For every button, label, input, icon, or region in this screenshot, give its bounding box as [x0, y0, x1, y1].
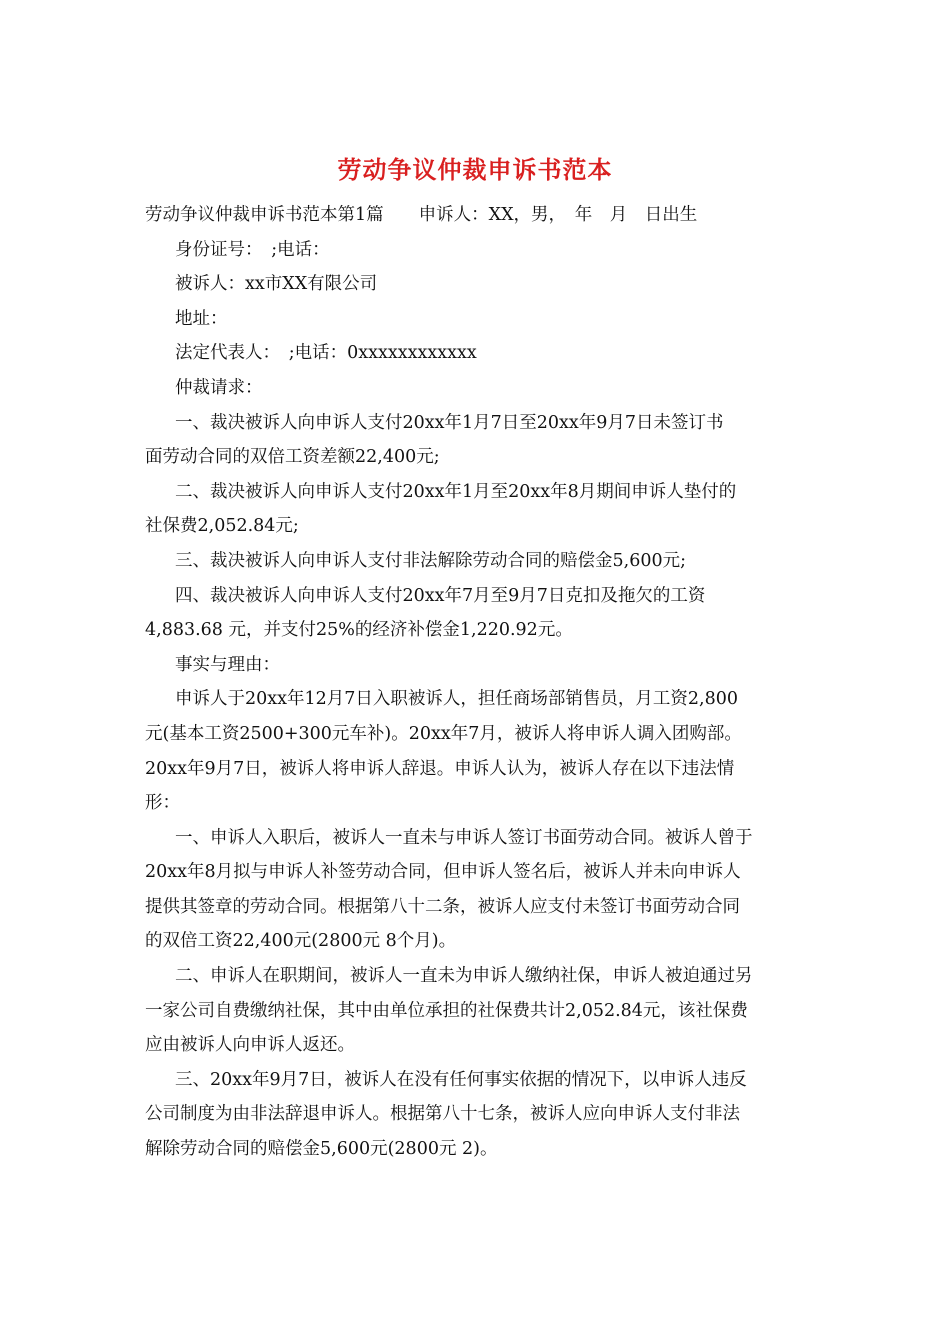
claim-4-line-1: 四、裁决被诉人向申诉人支付20xx年7月至9月7日克扣及拖欠的工资 — [175, 585, 706, 606]
claim-2-line-1: 二、裁决被诉人向申诉人支付20xx年1月至20xx年8月期间申诉人垫付的 — [175, 481, 737, 502]
reason-3-line-3: 解除劳动合同的赔偿金5,600元(2800元 2)。 — [145, 1139, 498, 1160]
document-title: 劳动争议仲裁申诉书范本 — [337, 155, 613, 184]
reason-2-line-3: 应由被诉人向申诉人返还。 — [145, 1035, 355, 1056]
claim-1-line-1: 一、裁决被诉人向申诉人支付20xx年1月7日至20xx年9月7日未签订书 — [175, 412, 724, 433]
reason-2-line-1: 二、申诉人在职期间，被诉人一直未为申诉人缴纳社保，申诉人被迫通过另 — [175, 966, 753, 987]
reason-1-line-4: 的双倍工资22,400元(2800元 8个月)。 — [145, 931, 457, 952]
respondent-line: 被诉人：xx市XX有限公司 — [175, 274, 378, 295]
claim-2-line-2: 社保费2,052.84元; — [145, 516, 299, 537]
facts-line-2: 元(基本工资2500+300元车补)。20xx年7月，被诉人将申诉人调入团购部。 — [145, 723, 742, 744]
facts-line-4: 形： — [145, 793, 180, 814]
document-body — [145, 198, 797, 1167]
intro-line: 劳动争议仲裁申诉书范本第1篇 申诉人：XX，男， 年 月 日出生 — [145, 205, 698, 225]
reason-1-line-1: 一、申诉人入职后，被诉人一直未与申诉人签订书面劳动合同。被诉人曾于 — [175, 827, 753, 848]
reason-3-line-1: 三、20xx年9月7日，被诉人在没有任何事实依据的情况下，以申诉人违反 — [175, 1069, 747, 1090]
reason-1-line-3: 提供其签章的劳动合同。根据第八十二条，被诉人应支付未签订书面劳动合同 — [145, 896, 740, 917]
claim-4-line-2: 4,883.68 元，并支付25%的经济补偿金1,220.92元。 — [145, 620, 573, 641]
claim-1-line-2: 面劳动合同的双倍工资差额22,400元; — [145, 447, 440, 468]
address-line: 地址： — [175, 308, 228, 329]
facts-heading: 事实与理由： — [175, 654, 280, 675]
reason-3-line-2: 公司制度为由非法辞退申诉人。根据第八十七条，被诉人应向申诉人支付非法 — [145, 1104, 740, 1125]
id-phone-line: 身份证号： ;电话： — [175, 239, 330, 260]
reason-1-line-2: 20xx年8月拟与申诉人补签劳动合同，但申诉人签名后，被诉人并未向申诉人 — [145, 862, 741, 883]
facts-line-3: 20xx年9月7日，被诉人将申诉人辞退。申诉人认为，被诉人存在以下违法情 — [145, 758, 735, 779]
reason-2-line-2: 一家公司自费缴纳社保，其中由单位承担的社保费共计2,052.84元，该社保费 — [145, 1000, 748, 1021]
facts-line-1: 申诉人于20xx年12月7日入职被诉人，担任商场部销售员，月工资2,800 — [175, 689, 739, 710]
claims-heading: 仲裁请求： — [175, 377, 263, 398]
claim-3-line: 三、裁决被诉人向申诉人支付非法解除劳动合同的赔偿金5,600元; — [175, 550, 686, 571]
legal-rep-line: 法定代表人： ;电话：0xxxxxxxxxxxx — [175, 343, 477, 364]
